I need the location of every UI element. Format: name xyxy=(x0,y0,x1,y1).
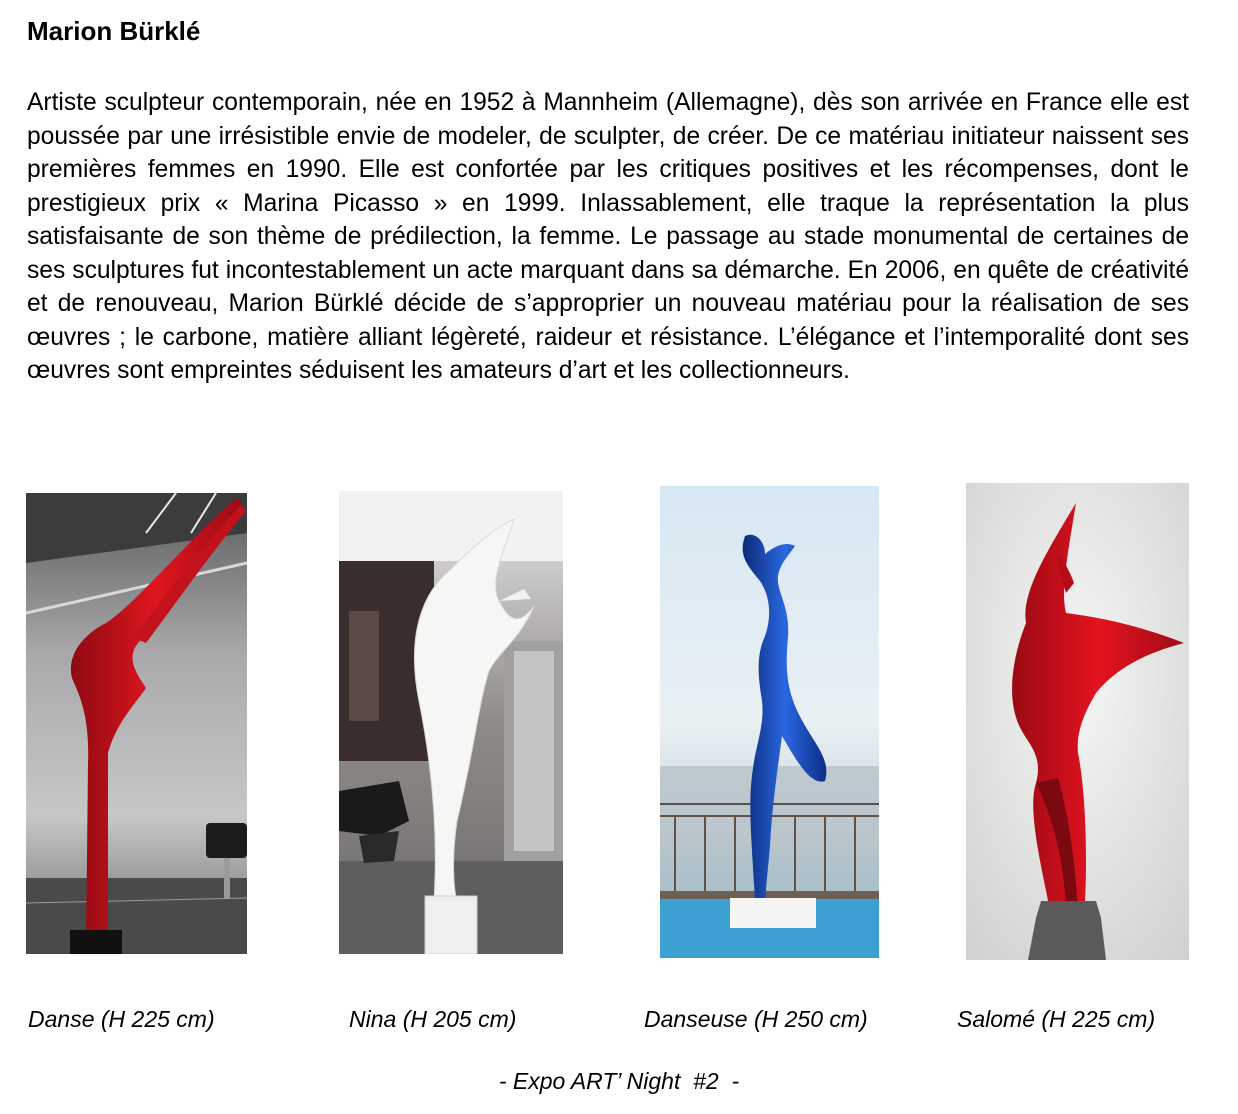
caption-danseuse: Danseuse (H 250 cm) xyxy=(644,1006,868,1032)
page-footer: - Expo ART’ Night #2 - xyxy=(498,1068,740,1094)
photo-nina xyxy=(339,491,563,954)
caption-nina: Nina (H 205 cm) xyxy=(349,1006,517,1032)
artist-name: Marion Bürklé xyxy=(27,16,201,46)
photo-danse xyxy=(26,493,247,954)
artist-bio: Artiste sculpteur contemporain, née en 1952 à Mannheim (Allemagne), dès son arrivée en France elle est poussée par une irrésistible envie de modeler, de sculpter, de créer. De ce matériau initiateur naissent ses premières femmes en 1990. Elle est confortée par les critiques positives et les récompenses, dont le prestigieux prix « Marina Picasso » en 1999. Inlassablement, elle traque la représentation la plus satisfaisante de son thème de prédilection, la femme. Le passage au stade monumental de certaines de ses sculptures fut incontestablement un acte marquant dans sa démarche. En 2006, en quête de créativité et de renouveau, Marion Bürklé décide de s’approprier un nouveau matériau pour la réalisation de ses œuvres ; le carbone, matière alliant légèreté, raideur et résistance. L’élégance et l’intemporalité dont ses œuvres sont empreintes séduisent les amateurs d’art et les collectionneurs. xyxy=(27,89,1189,384)
caption-salome: Salomé (H 225 cm) xyxy=(957,1006,1156,1032)
photo-danseuse xyxy=(660,486,879,958)
photo-salome xyxy=(966,483,1189,960)
caption-danse: Danse (H 225 cm) xyxy=(28,1006,215,1032)
